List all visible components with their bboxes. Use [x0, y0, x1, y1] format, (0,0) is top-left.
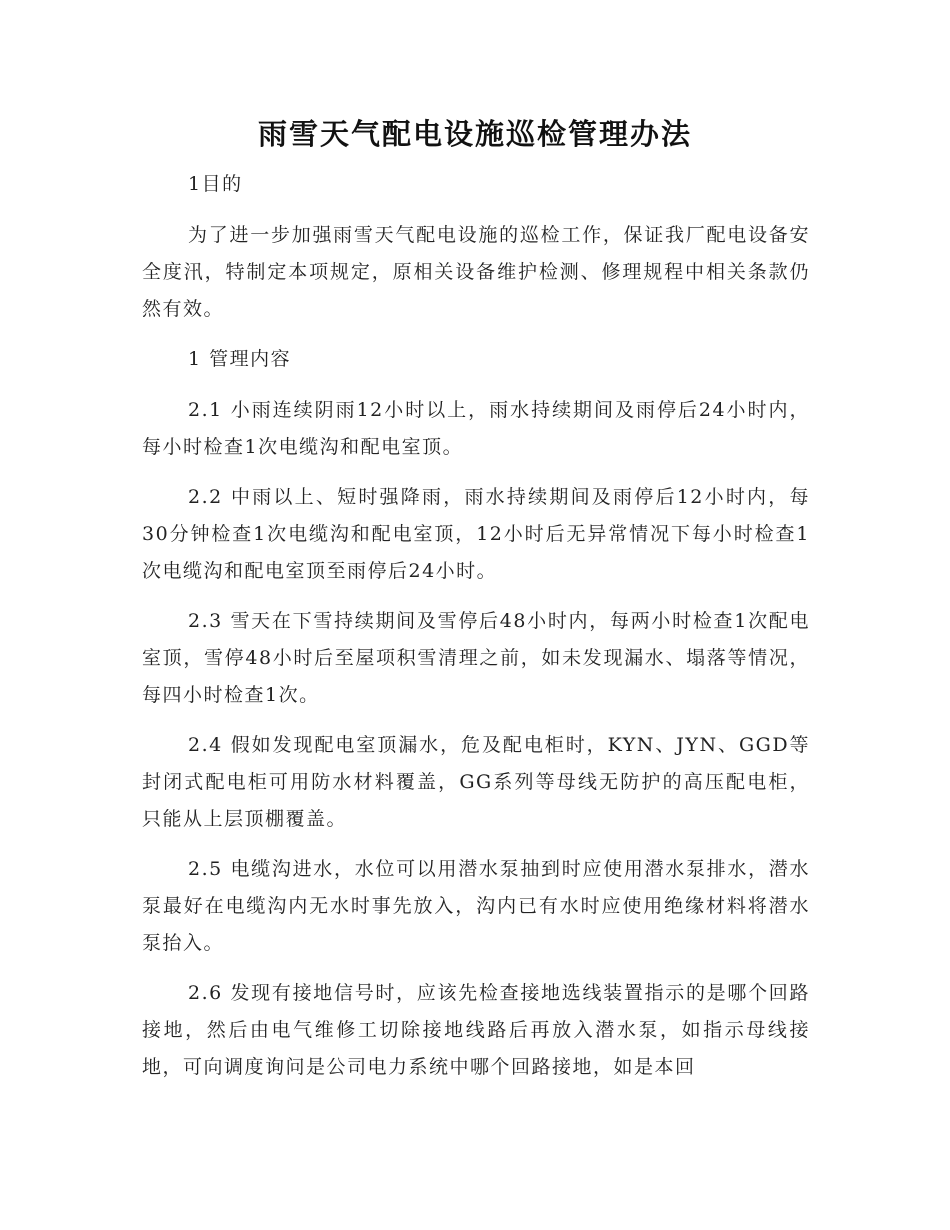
document-title: 雨雪天气配电设施巡检管理办法 — [257, 117, 692, 151]
paragraph-2-3: 2.3 雪天在下雪持续期间及雪停后48小时内，每两小时检查1次配电室顶，雪停48小时后至屋项积雪清理之前，如未发现漏水、塌落等情况，每四小时检查1次。 — [142, 610, 810, 706]
section-heading-purpose: 1目的 — [188, 173, 243, 195]
section-heading-management-content: 1 管理内容 — [188, 348, 292, 370]
paragraph-2-4: 2.4 假如发现配电室顶漏水，危及配电柜时，KYN、JYN、GGD等封闭式配电柜可用防水材料覆盖，GG系列等母线无防护的高压配电柜，只能从上层顶棚覆盖。 — [142, 734, 810, 830]
paragraph-2-1: 2.1 小雨连续阴雨12小时以上，雨水持续期间及雨停后24小时内，每小时检查1次电缆沟和配电室顶。 — [142, 399, 810, 458]
paragraph-2-6: 2.6 发现有接地信号时，应该先检查接地选线装置指示的是哪个回路接地，然后由电气维修工切除接地线路后再放入潜水泵，如指示母线接地，可向调度询问是公司电力系统中哪个回路接地，如是本回 — [142, 982, 810, 1078]
paragraph-purpose: 为了进一步加强雨雪天气配电设施的巡检工作，保证我厂配电设备安全度汛，特制定本项规定，原相关设备维护检测、修理规程中相关条款仍然有效。 — [142, 224, 810, 320]
document-body — [142, 166, 810, 1099]
paragraph-2-2: 2.2 中雨以上、短时强降雨，雨水持续期间及雨停后12小时内，每30分钟检查1次电缆沟和配电室顶，12小时后无异常情况下每小时检查1次电缆沟和配电室顶至雨停后24小时。 — [142, 486, 810, 582]
paragraph-2-5: 2.5 电缆沟进水，水位可以用潜水泵抽到时应使用潜水泵排水，潜水泵最好在电缆沟内无水时事先放入，沟内已有水时应使用绝缘材料将潜水泵抬入。 — [142, 858, 810, 954]
